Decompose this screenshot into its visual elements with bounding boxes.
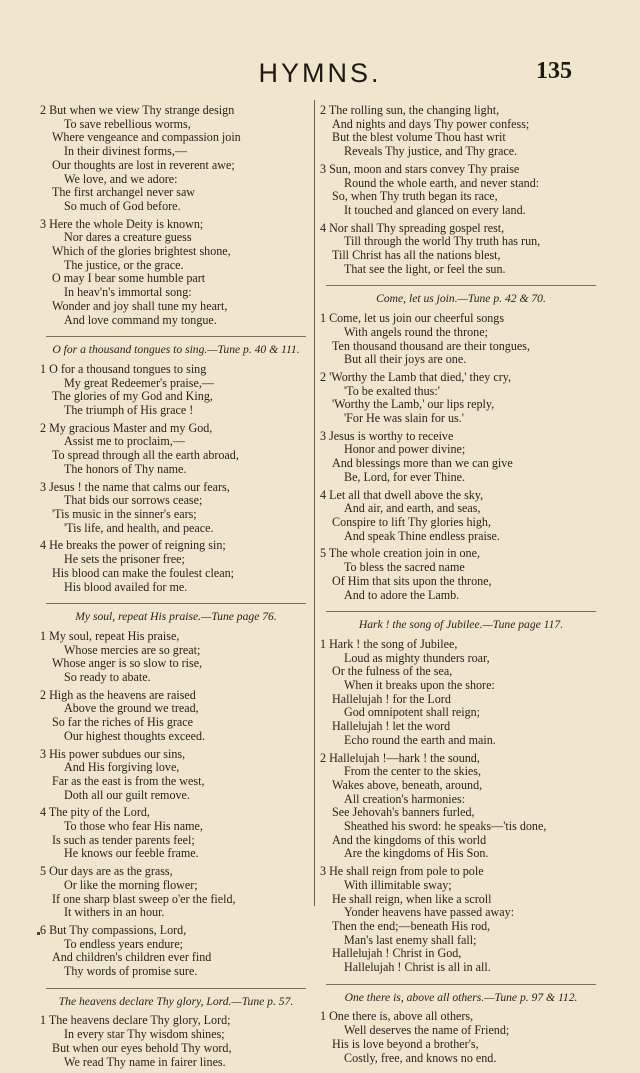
stanza-line: Or like the morning flower; bbox=[64, 878, 198, 892]
stanza-line: 'To be exalted thus:' bbox=[344, 384, 440, 398]
stanza-line: And children's children ever find bbox=[52, 951, 212, 965]
hymn-stanza bbox=[40, 630, 312, 685]
stanza-line: Honor and power divine; bbox=[344, 443, 466, 457]
hymn-title: The heavens declare Thy glory, Lord.—Tune p. 57. bbox=[58, 994, 294, 1008]
stanza-line: God omnipotent shall reign; bbox=[344, 706, 481, 720]
stanza-line: His blood can make the foulest clean; bbox=[52, 566, 235, 580]
stanza-first-line: 5 Our days are as the grass, bbox=[40, 865, 173, 879]
stanza-line: See Jehovah's banners furled, bbox=[332, 806, 475, 820]
hymn-separator-rule bbox=[46, 988, 306, 989]
stanza-line: Hallelujah ! for the Lord bbox=[332, 692, 451, 706]
hymn-stanza bbox=[320, 104, 602, 159]
hymn-stanza bbox=[40, 865, 312, 920]
page-number: 135 bbox=[536, 58, 572, 84]
stanza-line: 'Worthy the Lamb,' our lips reply, bbox=[332, 398, 495, 412]
hymn-stanza bbox=[320, 371, 602, 426]
stanza-gap bbox=[40, 594, 312, 598]
stanza-first-line: 3 Jesus is worthy to receive bbox=[320, 429, 454, 443]
stanza-first-line: 4 Nor shall Thy spreading gospel rest, bbox=[320, 221, 505, 235]
stanza-line: Man's last enemy shall fall; bbox=[344, 933, 477, 947]
hymn-stanza bbox=[40, 218, 312, 328]
stanza-line: We read Thy name in fairer lines. bbox=[64, 1055, 226, 1069]
stanza-line: To those who fear His name, bbox=[64, 820, 203, 834]
stanza-first-line: 1 My soul, repeat His praise, bbox=[40, 629, 180, 643]
stanza-line: The glories of my God and King, bbox=[52, 390, 213, 404]
stanza-first-line: 4 He breaks the power of reigning sin; bbox=[40, 539, 226, 553]
stanza-gap bbox=[40, 979, 312, 983]
stanza-line: Which of the glories brightest shone, bbox=[52, 245, 231, 259]
stanza-line: Round the whole earth, and never stand: bbox=[344, 176, 540, 190]
stanza-line: Loud as mighty thunders roar, bbox=[344, 651, 490, 665]
hymn-separator-rule bbox=[46, 336, 306, 337]
stanza-first-line: 1 O for a thousand tongues to sing bbox=[40, 362, 207, 376]
stanza-line: He shall reign, when like a scroll bbox=[332, 892, 492, 906]
stanza-first-line: 1 Come, let us join our cheerful songs bbox=[320, 312, 505, 326]
stanza-line: Wonder and joy shall tune my heart, bbox=[52, 299, 228, 313]
hymn-separator-rule bbox=[326, 611, 596, 612]
stanza-first-line: 2 Hallelujah !—hark ! the sound, bbox=[320, 751, 480, 765]
stanza-line: Reveals Thy justice, and Thy grace. bbox=[344, 145, 518, 159]
stanza-first-line: 3 Here the whole Deity is known; bbox=[40, 217, 204, 231]
hymn-separator-rule bbox=[326, 984, 596, 985]
stanza-line: When it breaks upon the shore: bbox=[344, 679, 495, 693]
stanza-first-line: 2 High as the heavens are raised bbox=[40, 688, 196, 702]
print-speck bbox=[37, 932, 40, 935]
hymn-stanza bbox=[40, 1014, 312, 1069]
stanza-first-line: 3 Sun, moon and stars convey Thy praise bbox=[320, 162, 520, 176]
stanza-line: All creation's harmonies: bbox=[344, 792, 466, 806]
right-column bbox=[320, 104, 602, 1069]
stanza-line: He knows our feeble frame. bbox=[64, 847, 199, 861]
stanza-line: It touched and glanced on every land. bbox=[344, 203, 526, 217]
stanza-line: He sets the prisoner free; bbox=[64, 553, 185, 567]
stanza-line: We love, and we adore: bbox=[64, 172, 178, 186]
stanza-line: Till Christ has all the nations blest, bbox=[332, 249, 501, 263]
stanza-line: It withers in an hour. bbox=[64, 906, 165, 920]
stanza-line: The first archangel never saw bbox=[52, 186, 196, 200]
hymn-stanza bbox=[320, 489, 602, 544]
stanza-line: O may I bear some humble part bbox=[52, 272, 206, 286]
stanza-line: In their divinest forms,— bbox=[64, 145, 187, 159]
stanza-line: Hallelujah ! Christ in God, bbox=[332, 947, 462, 961]
stanza-line: Ten thousand thousand are their tongues, bbox=[332, 339, 530, 353]
stanza-line: Doth all our guilt remove. bbox=[64, 788, 190, 802]
stanza-line: His is love beyond a brother's, bbox=[332, 1037, 479, 1051]
stanza-line: To spread through all the earth abroad, bbox=[52, 449, 239, 463]
stanza-line: Assist me to proclaim,— bbox=[64, 435, 185, 449]
stanza-line: And speak Thine endless praise. bbox=[344, 529, 500, 543]
stanza-line: Thy words of promise sure. bbox=[64, 965, 198, 979]
stanza-gap bbox=[320, 276, 602, 280]
stanza-gap bbox=[40, 1069, 312, 1073]
hymn-title: Hark ! the song of Jubilee.—Tune page 117. bbox=[358, 618, 564, 632]
left-column bbox=[40, 104, 312, 1073]
stanza-line: Hallelujah ! Christ is all in all. bbox=[344, 961, 491, 975]
stanza-first-line: 1 The heavens declare Thy glory, Lord; bbox=[40, 1014, 231, 1028]
stanza-line: With illimitable sway; bbox=[344, 878, 452, 892]
stanza-gap bbox=[320, 602, 602, 606]
stanza-line: 'For He was slain for us.' bbox=[344, 412, 464, 426]
stanza-gap bbox=[320, 1065, 602, 1069]
stanza-line: Whose anger is so slow to rise, bbox=[52, 657, 203, 671]
hymn-stanza bbox=[40, 481, 312, 536]
stanza-line: Well deserves the name of Friend; bbox=[344, 1024, 510, 1038]
hymn-stanza bbox=[320, 1010, 602, 1065]
hymn-stanza bbox=[40, 806, 312, 861]
stanza-line: Where vengeance and compassion join bbox=[52, 131, 241, 145]
hymn-stanza bbox=[40, 363, 312, 418]
hymn-stanza bbox=[320, 163, 602, 218]
stanza-line: 'Tis life, and health, and peace. bbox=[64, 521, 214, 535]
stanza-line: And nights and days Thy power confess; bbox=[332, 117, 530, 131]
stanza-line: Are the kingdoms of His Son. bbox=[344, 847, 489, 861]
stanza-line: But when our eyes behold Thy word, bbox=[52, 1041, 232, 1055]
stanza-line: Till through the world Thy truth has run, bbox=[344, 235, 541, 249]
stanza-first-line: 4 The pity of the Lord, bbox=[40, 806, 150, 820]
stanza-line: Whose mercies are so great; bbox=[64, 643, 201, 657]
hymn-stanza bbox=[40, 748, 312, 803]
stanza-line: Echo round the earth and main. bbox=[344, 733, 496, 747]
stanza-line: Conspire to lift Thy glories high, bbox=[332, 515, 492, 529]
hymn-title: Come, let us join.—Tune p. 42 & 70. bbox=[376, 292, 546, 306]
stanza-first-line: 3 His power subdues our sins, bbox=[40, 747, 186, 761]
column-divider bbox=[314, 100, 315, 906]
stanza-line: Nor dares a creature guess bbox=[64, 231, 192, 245]
stanza-line: So far the riches of His grace bbox=[52, 716, 194, 730]
stanza-line: If one sharp blast sweep o'er the field, bbox=[52, 892, 236, 906]
stanza-line: And love command my tongue. bbox=[64, 313, 217, 327]
stanza-line: Is such as tender parents feel; bbox=[52, 833, 195, 847]
stanza-gap bbox=[40, 327, 312, 331]
stanza-line: 'Tis music in the sinner's ears; bbox=[52, 507, 197, 521]
hymn-stanza bbox=[320, 222, 602, 277]
stanza-line: His blood availed for me. bbox=[64, 580, 188, 594]
hymn-title: O for a thousand tongues to sing.—Tune p. 40 & 111. bbox=[52, 343, 300, 357]
stanza-line: Wakes above, beneath, around, bbox=[332, 778, 483, 792]
hymn-stanza bbox=[320, 865, 602, 975]
stanza-line: The triumph of His grace ! bbox=[64, 404, 194, 418]
stanza-line: Above the ground we tread, bbox=[64, 702, 199, 716]
hymn-stanza bbox=[320, 547, 602, 602]
hymn-stanza bbox=[40, 924, 312, 979]
stanza-first-line: 2 'Worthy the Lamb that died,' they cry, bbox=[320, 370, 512, 384]
hymn-stanza bbox=[40, 539, 312, 594]
stanza-gap bbox=[320, 975, 602, 979]
stanza-line: Our thoughts are lost in reverent awe; bbox=[52, 158, 235, 172]
stanza-line: And air, and earth, and seas, bbox=[344, 502, 481, 516]
stanza-line: The honors of Thy name. bbox=[64, 462, 187, 476]
stanza-line: Of Him that sits upon the throne, bbox=[332, 574, 492, 588]
hymn-stanza bbox=[320, 752, 602, 862]
hymn-separator-rule bbox=[326, 285, 596, 286]
hymn-separator-rule bbox=[46, 603, 306, 604]
stanza-first-line: 5 The whole creation join in one, bbox=[320, 547, 480, 561]
stanza-first-line: 3 He shall reign from pole to pole bbox=[320, 865, 484, 879]
stanza-first-line: 1 Hark ! the song of Jubilee, bbox=[320, 637, 458, 651]
page-title: HYMNS. bbox=[258, 58, 382, 88]
stanza-line: And blessings more than we can give bbox=[332, 457, 513, 471]
stanza-line: From the center to the skies, bbox=[344, 765, 482, 779]
stanza-line: The justice, or the grace. bbox=[64, 258, 184, 272]
stanza-line: So, when Thy truth began its race, bbox=[332, 190, 498, 204]
stanza-line: To endless years endure; bbox=[64, 937, 184, 951]
stanza-line: Hallelujah ! let the word bbox=[332, 720, 451, 734]
stanza-line: And the kingdoms of this world bbox=[332, 833, 487, 847]
stanza-line: Be, Lord, for ever Thine. bbox=[344, 470, 466, 484]
hymn-stanza bbox=[320, 638, 602, 748]
hymn-stanza bbox=[320, 430, 602, 485]
stanza-line: That bids our sorrows cease; bbox=[64, 494, 203, 508]
stanza-line: And to adore the Lamb. bbox=[344, 588, 460, 602]
stanza-line: To bless the sacred name bbox=[344, 561, 465, 575]
hymn-title: My soul, repeat His praise.—Tune page 76. bbox=[75, 610, 277, 624]
stanza-line: In every star Thy wisdom shines; bbox=[64, 1028, 225, 1042]
stanza-first-line: 3 Jesus ! the name that calms our fears, bbox=[40, 480, 230, 494]
hymn-stanza bbox=[40, 422, 312, 477]
stanza-line: Sheathed his sword: he speaks—'tis done, bbox=[344, 820, 547, 834]
stanza-first-line: 2 My gracious Master and my God, bbox=[40, 421, 213, 435]
stanza-first-line: 2 The rolling sun, the changing light, bbox=[320, 104, 500, 117]
stanza-line: But all their joys are one. bbox=[344, 353, 467, 367]
stanza-line: Far as the east is from the west, bbox=[52, 774, 205, 788]
stanza-line: My great Redeemer's praise,— bbox=[64, 376, 214, 390]
stanza-first-line: 2 But when we view Thy strange design bbox=[40, 104, 235, 117]
stanza-line: So much of God before. bbox=[64, 199, 181, 213]
stanza-first-line: 4 Let all that dwell above the sky, bbox=[320, 488, 484, 502]
stanza-line: Or the fulness of the sea, bbox=[332, 665, 453, 679]
stanza-line: In heav'n's immortal song: bbox=[64, 286, 192, 300]
stanza-line: So ready to abate. bbox=[64, 671, 151, 685]
stanza-line: Then the end;—beneath His rod, bbox=[332, 919, 491, 933]
stanza-first-line: 6 But Thy compassions, Lord, bbox=[40, 923, 187, 937]
stanza-line: And His forgiving love, bbox=[64, 761, 180, 775]
hymn-stanza bbox=[40, 689, 312, 744]
stanza-line: Our highest thoughts exceed. bbox=[64, 729, 206, 743]
stanza-line: Yonder heavens have passed away: bbox=[344, 906, 515, 920]
stanza-first-line: 1 One there is, above all others, bbox=[320, 1010, 474, 1024]
stanza-line: With angels round the throne; bbox=[344, 325, 488, 339]
stanza-line: That see the light, or feel the sun. bbox=[344, 262, 506, 276]
hymn-title: One there is, above all others.—Tune p. 97 & 112. bbox=[344, 990, 578, 1004]
stanza-line: But the blest volume Thou hast writ bbox=[332, 131, 506, 145]
stanza-line: Costly, free, and knows no end. bbox=[344, 1051, 497, 1065]
hymn-stanza bbox=[320, 312, 602, 367]
stanza-line: To save rebellious worms, bbox=[64, 117, 191, 131]
hymn-stanza bbox=[40, 104, 312, 214]
